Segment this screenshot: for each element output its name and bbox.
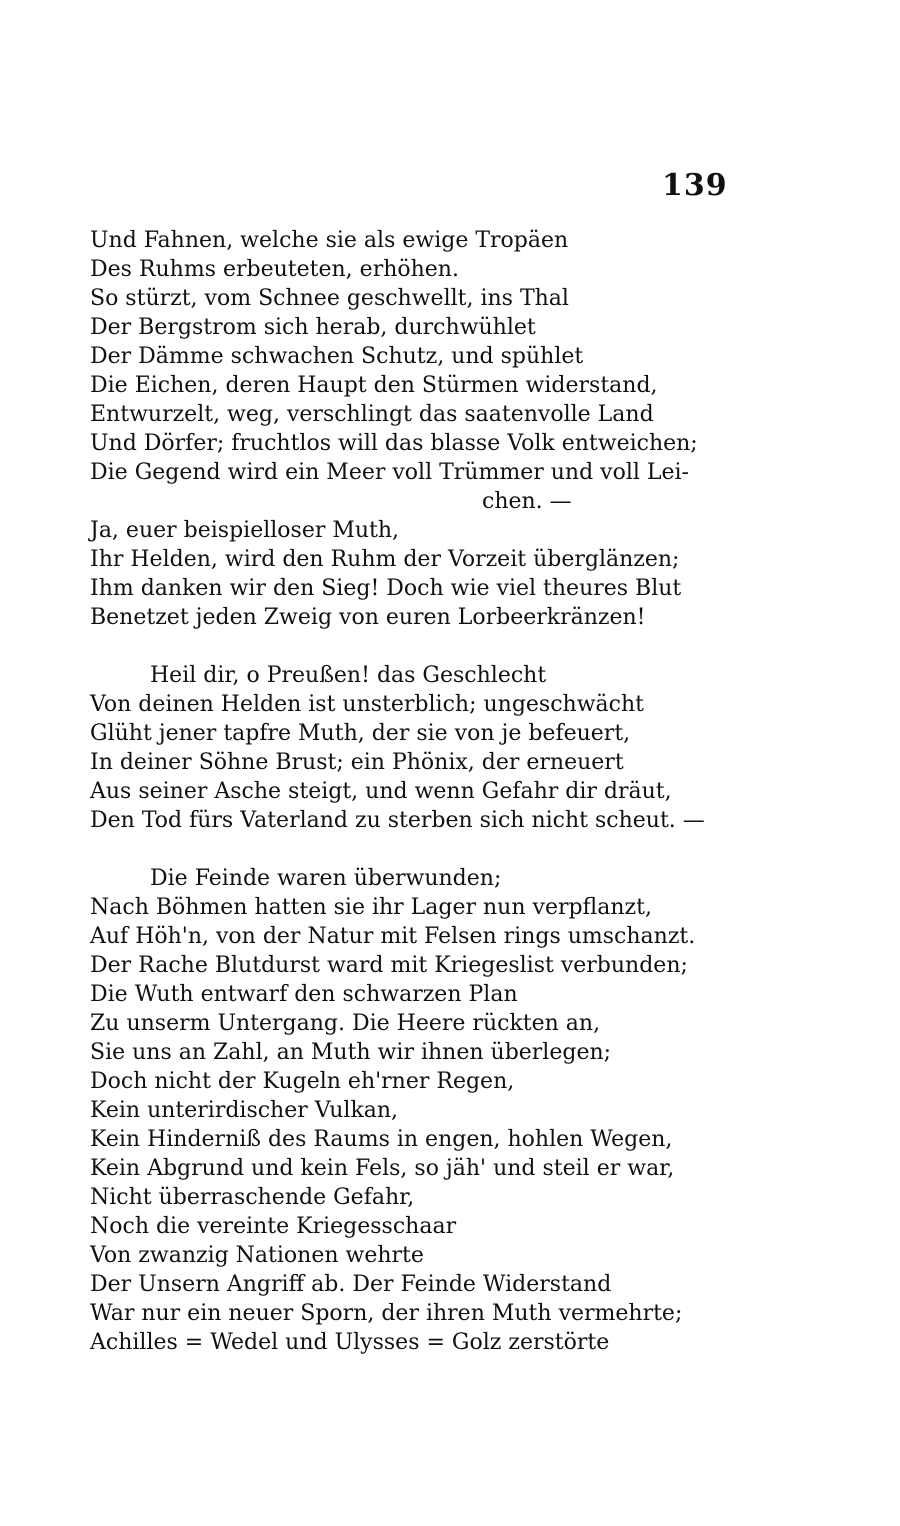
poem-line: Entwurzelt, weg, verschlingt das saatenvolle Land [90, 402, 654, 427]
poem-line: Auf Höh'n, von der Natur mit Felsen rings umschanzt. [90, 924, 696, 949]
poem-line: Zu unserm Untergang. Die Heere rückten an, [90, 1011, 601, 1036]
poem-line: Der Unsern Angriff ab. Der Feinde Widerstand [90, 1272, 612, 1297]
poem-line: Des Ruhms erbeuteten, erhöhen. [90, 257, 459, 282]
poem-line: Heil dir, o Preußen! das Geschlecht [150, 663, 547, 688]
poem-line: Der Rache Blutdurst ward mit Kriegeslist verbunden; [90, 953, 688, 978]
poem-line: Von deinen Helden ist unsterblich; ungeschwächt [90, 692, 644, 717]
poem-line: Von zwanzig Nationen wehrte [90, 1243, 424, 1268]
poem-line: Die Wuth entwarf den schwarzen Plan [90, 982, 518, 1007]
poem-line: Sie uns an Zahl, an Muth wir ihnen überlegen; [90, 1040, 612, 1065]
poem-line: Ja, euer beispielloser Muth, [90, 518, 400, 543]
poem-line: Die Feinde waren überwunden; [150, 866, 502, 891]
stanza-gap [90, 632, 750, 661]
stanza-gap [90, 835, 750, 864]
poem-line: Der Dämme schwachen Schutz, und spühlet [90, 344, 584, 369]
poem-line: Doch nicht der Kugeln eh'rner Regen, [90, 1069, 515, 1094]
poem-line: Kein unterirdischer Vulkan, [90, 1098, 399, 1123]
poem-line: Achilles = Wedel und Ulysses = Golz zerstörte [90, 1330, 610, 1355]
poem-line: Ihr Helden, wird den Ruhm der Vorzeit überglänzen; [90, 547, 680, 572]
poem-line: Den Tod fürs Vaterland zu sterben sich nicht scheut. — [90, 808, 705, 833]
poem-text [90, 226, 750, 1357]
poem-line: So stürzt, vom Schnee geschwellt, ins Thal [90, 286, 569, 311]
poem-line: Der Bergstrom sich herab, durchwühlet [90, 315, 536, 340]
poem-line: In deiner Söhne Brust; ein Phönix, der erneuert [90, 750, 624, 775]
poem-line: Die Eichen, deren Haupt den Stürmen widerstand, [90, 373, 658, 398]
poem-line: Nicht überraschende Gefahr, [90, 1185, 415, 1210]
poem-line: Und Fahnen, welche sie als ewige Tropäen [90, 228, 569, 253]
poem-line: Kein Hinderniß des Raums in engen, hohlen Wegen, [90, 1127, 673, 1152]
poem-line: Ihm danken wir den Sieg! Doch wie viel theures Blut [90, 576, 682, 601]
poem-line: Kein Abgrund und kein Fels, so jäh' und steil er war, [90, 1156, 675, 1181]
poem-line: Und Dörfer; fruchtlos will das blasse Volk entweichen; [90, 431, 698, 456]
poem-line: Benetzet jeden Zweig von euren Lorbeerkränzen! [90, 605, 646, 630]
poem-line: Glüht jener tapfre Muth, der sie von je befeuert, [90, 721, 631, 746]
poem-line: War nur ein neuer Sporn, der ihren Muth vermehrte; [90, 1301, 683, 1326]
poem-line: Nach Böhmen hatten sie ihr Lager nun verpflanzt, [90, 895, 652, 920]
poem-line-continuation: chen. — [482, 489, 572, 514]
page-number: 139 [662, 168, 728, 203]
poem-line: Aus seiner Asche steigt, und wenn Gefahr dir dräut, [90, 779, 672, 804]
poem-line: Noch die vereinte Kriegesschaar [90, 1214, 457, 1239]
poem-line: Die Gegend wird ein Meer voll Trümmer und voll Lei- [90, 460, 689, 485]
